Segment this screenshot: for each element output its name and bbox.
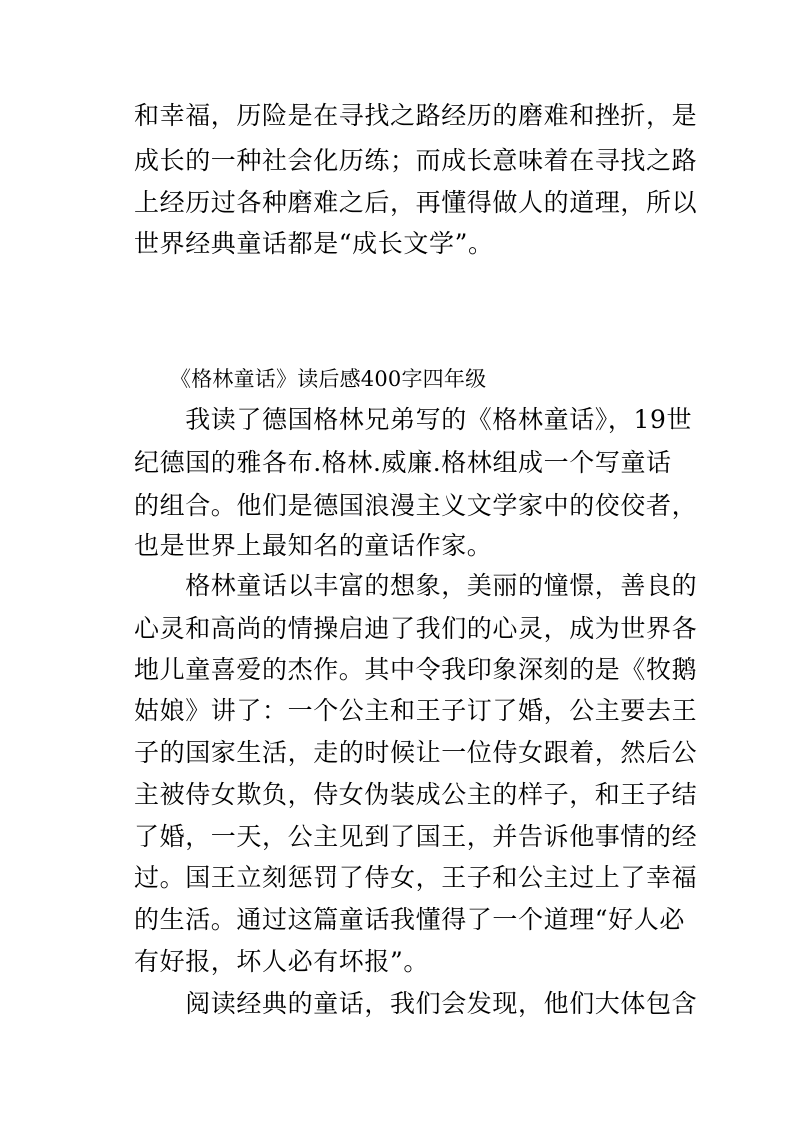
intro-line-1: 和幸福，历险是在寻找之路经历的磨难和挫折，是 xyxy=(134,101,698,130)
p2-line-9: 的生活。通过这篇童话我懂得了一个道理“好人必 xyxy=(134,905,685,934)
intro-line-3: 上经历过各种磨难之后，再懂得做人的道理，所以 xyxy=(134,188,698,217)
p2-line-5: 子的国家生活，走的时候让一位侍女跟着，然后公 xyxy=(134,738,698,767)
p2-line-2: 心灵和高尚的情操启迪了我们的心灵，成为世界各 xyxy=(134,614,698,643)
intro-line-2: 成长的一种社会化历练；而成长意味着在寻找之路 xyxy=(134,146,698,175)
p2-line-7: 了婚，一天，公主见到了国王，并告诉他事情的经 xyxy=(134,822,698,851)
p1-line-1: 我读了德国格林兄弟写的《格林童话》，19世 xyxy=(134,405,693,434)
p1-line-3: 的组合。他们是德国浪漫主义文学家中的佼佼者， xyxy=(134,491,698,520)
p2-line-10: 有好报，坏人必有坏报”。 xyxy=(134,947,429,976)
p2-line-3: 地儿童喜爱的杰作。其中令我印象深刻的是《牧鹅 xyxy=(134,655,698,684)
p2-line-4: 姑娘》讲了：一个公主和王子订了婚，公主要去王 xyxy=(134,696,698,725)
p1-line-4: 也是世界上最知名的童话作家。 xyxy=(134,531,493,560)
p2-line-1: 格林童话以丰富的想象，美丽的憧憬，善良的 xyxy=(134,571,698,600)
p3-line-1: 阅读经典的童话，我们会发现，他们大体包含 xyxy=(134,989,698,1018)
section-title: 《格林童话》读后感400字四年级 xyxy=(170,367,487,391)
intro-line-4: 世界经典童话都是“成长文学”。 xyxy=(134,229,494,258)
p1-line-2: 纪德国的雅各布.格林.威廉.格林组成一个写童话 xyxy=(134,448,672,477)
p2-line-8: 过。国王立刻惩罚了侍女，王子和公主过上了幸福 xyxy=(134,863,698,892)
p2-line-6: 主被侍女欺负，侍女伪装成公主的样子，和王子结 xyxy=(134,780,698,809)
